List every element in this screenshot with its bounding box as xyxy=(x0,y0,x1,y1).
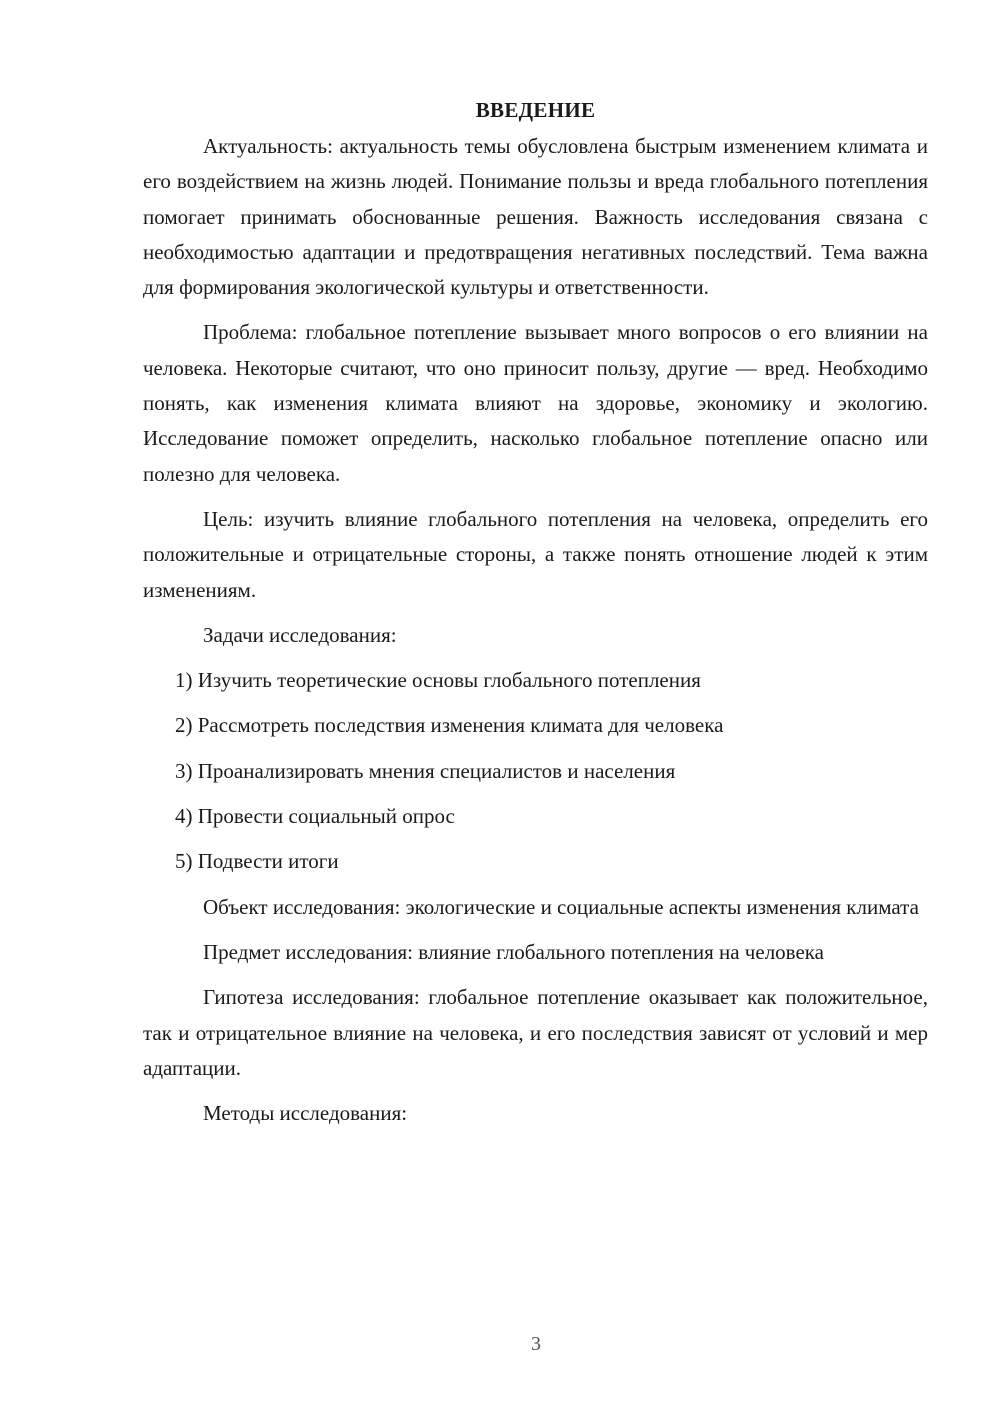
subject-paragraph: Предмет исследования: влияние глобального потепления на человека xyxy=(203,939,824,964)
relevance-paragraph: Актуальность: актуальность темы обусловлена быстрым изменением климата и его воздействием на жизнь людей. Понимание пользы и вреда глобального потепления помогает принимать обоснованные решения. Важность исследования связана с необходимостью адаптации и предотвращения негативных последствий. Тема важна для формирования экологической культуры и ответственности. xyxy=(143,134,928,300)
task-list xyxy=(143,663,928,879)
list-item: 2) Рассмотреть последствия изменения климата для человека xyxy=(175,713,724,738)
list-item: 3) Проанализировать мнения специалистов и населения xyxy=(175,758,676,783)
list-item: 4) Провести социальный опрос xyxy=(175,804,455,829)
list-item: 1) Изучить теоретические основы глобального потепления xyxy=(175,668,701,693)
page-content xyxy=(143,92,928,1141)
page-number: 3 xyxy=(531,1333,541,1355)
problem-paragraph: Проблема: глобальное потепление вызывает много вопросов о его влиянии на человека. Некоторые считают, что оно приносит пользу, другие — вред. Необходимо понять, как изменения климата влияют на здоровье, экономику и экологию. Исследование поможет определить, насколько глобальное потепление опасно или полезно для человека. xyxy=(143,320,928,486)
goal-paragraph: Цель: изучить влияние глобального потепления на человека, определить его положительные и отрицательные стороны, а также понять отношение людей к этим изменениям. xyxy=(143,506,928,602)
section-heading: ВВЕДЕНИЕ xyxy=(475,98,596,122)
object-paragraph: Объект исследования: экологические и социальные аспекты изменения климата xyxy=(203,894,919,919)
methods-title: Методы исследования: xyxy=(203,1101,408,1126)
list-item: 5) Подвести итоги xyxy=(175,849,339,874)
hypothesis-paragraph: Гипотеза исследования: глобальное потепление оказывает как положительное, так и отрицательное влияние на человека, и его последствия зависят от условий и мер адаптации. xyxy=(143,985,928,1080)
tasks-title: Задачи исследования: xyxy=(203,622,397,647)
